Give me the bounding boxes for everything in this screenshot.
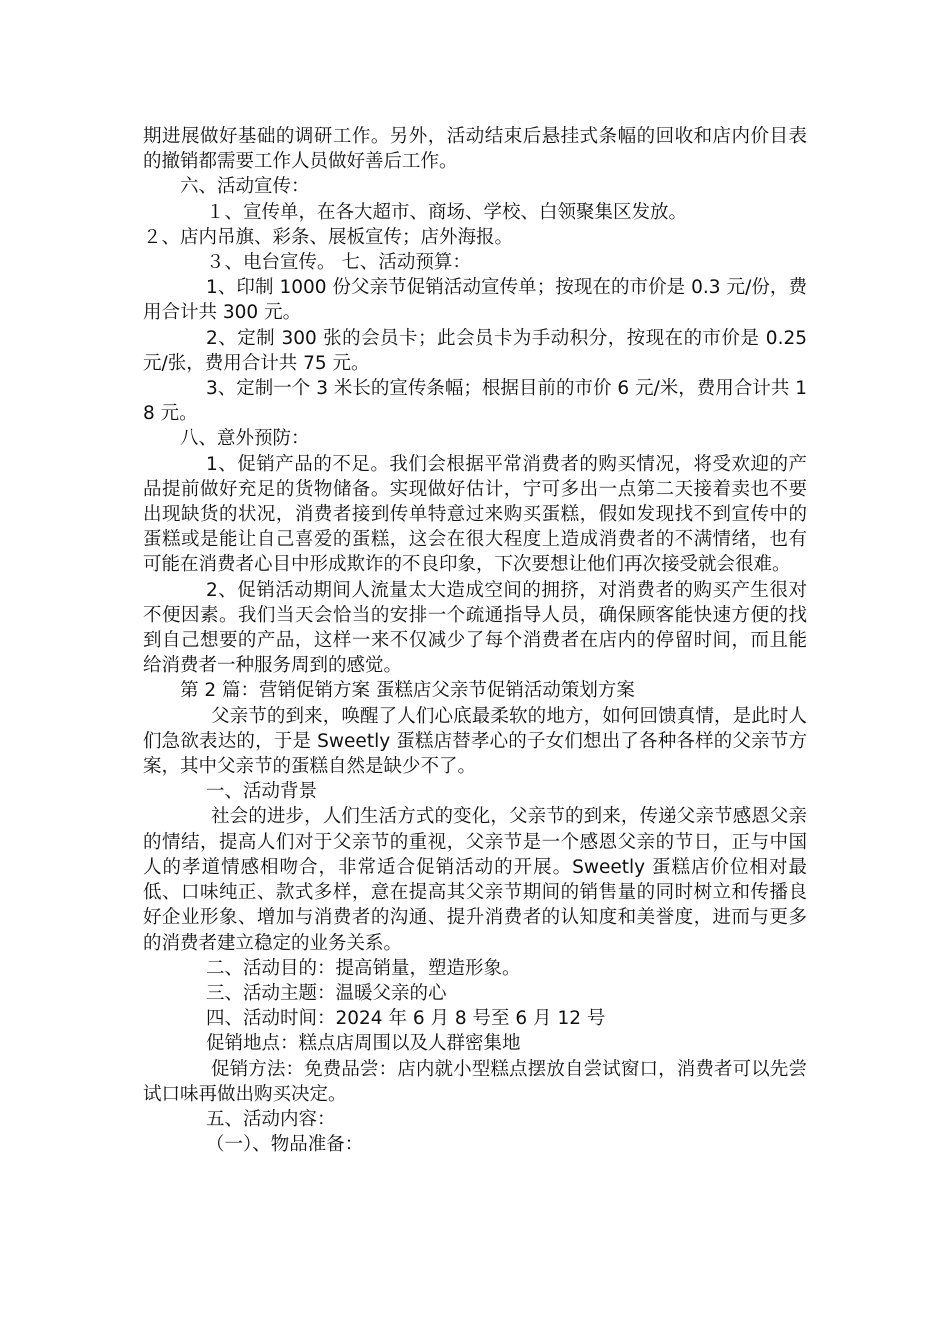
list-item-banners: ２、店内吊旗、彩条、展板宣传；店外海报。 — [143, 226, 514, 248]
background-paragraph: 社会的进步，人们生活方式的变化，父亲节的到来，传递父亲节感恩父亲的情结，提高人们对于父亲节的重视，父亲节是一个感恩父亲的节日，正与中国人的孝道情感相吻合，非常适合促销活动的开展。Sweetly 蛋糕店价位相对最低、口味纯正、款式多样，意在提高其父亲节期间的销售量的同时树立和传播良好企业形象、增加与消费者的沟通、提升消费者的认知度和美誉度，进而与更多的消费者建立稳定的业务关系。 — [143, 806, 807, 954]
paragraph-continuation: 期进展做好基础的调研工作。另外，活动结束后悬挂式条幅的回收和店内价目表的撤销都需要工作人员做好善后工作。 — [143, 126, 807, 173]
list-item-flyers: １、宣传单，在各大超市、商场、学校、白领聚集区发放。 — [206, 201, 688, 223]
promotion-method: 促销方法：免费品尝：店内就小型糕点摆放自尝试窗口，消费者可以先尝试口味再做出购买决定。 — [143, 1058, 807, 1105]
subsection-supplies: （一）、物品准备： — [206, 1134, 364, 1156]
section-heading-content: 五、活动内容： — [206, 1108, 336, 1130]
section-heading-contingency: 八、意外预防： — [180, 428, 310, 450]
budget-item-banner: 3、定制一个 3 米长的宣传条幅；根据目前的市价 6 元/米，费用合计共 18 元。 — [143, 378, 807, 425]
document-body — [143, 124, 807, 1157]
budget-item-flyers: 1、印制 1000 份父亲节促销活动宣传单；按现在的市价是 0.3 元/份，费用合计共 300 元。 — [143, 277, 807, 324]
contingency-item-shortage: 1、促销产品的不足。我们会根据平常消费者的购买情况，将受欢迎的产品提前做好充足的货物储备。实现做好估计，宁可多出一点第二天接着卖也不要出现缺货的状况，消费者接到传单特意过来购买蛋糕，假如发现找不到宣传中的蛋糕或是能让自己喜爱的蛋糕，这会在很大程度上造成消费者的不满情绪，也有可能在消费者心目中形成欺诈的不良印象，下次要想让他们再次接受就会很难。 — [143, 453, 807, 576]
section-heading-promotion: 六、活动宣传： — [180, 176, 310, 198]
budget-item-member-cards: 2、定制 300 张的会员卡；此会员卡为手动积分，按现在的市价是 0.25 元/张，费用合计共 75 元。 — [143, 327, 807, 374]
section-theme: 三、活动主题：温暖父亲的心 — [206, 982, 447, 1004]
section-time: 四、活动时间：2024 年 6 月 8 号至 6 月 12 号 — [206, 1008, 606, 1030]
promotion-location: 促销地点：糕点店周围以及人群密集地 — [206, 1033, 521, 1055]
section-heading-background: 一、活动背景 — [206, 781, 318, 803]
intro-paragraph: 父亲节的到来，唤醒了人们心底最柔软的地方，如何回馈真情，是此时人们急欲表达的，于是 Sweetly 蛋糕店替孝心的子女们想出了各种各样的父亲节方案，其中父亲节的蛋糕自然是缺少不了。 — [143, 705, 807, 778]
section-purpose: 二、活动目的：提高销量，塑造形象。 — [206, 957, 521, 979]
contingency-item-crowding: 2、促销活动期间人流量太大造成空间的拥挤，对消费者的购买产生很对不便因素。我们当天会恰当的安排一个疏通指导人员，确保顾客能快速方便的找到自己想要的产品，这样一来不仅减少了每个消费者在店内的停留时间，而且能给消费者一种服务周到的感觉。 — [143, 579, 807, 677]
part-2-title: 第 2 篇：营销促销方案 蛋糕店父亲节促销活动策划方案 — [180, 680, 635, 702]
list-item-radio: ３、电台宣传。 七、活动预算： — [206, 252, 471, 274]
